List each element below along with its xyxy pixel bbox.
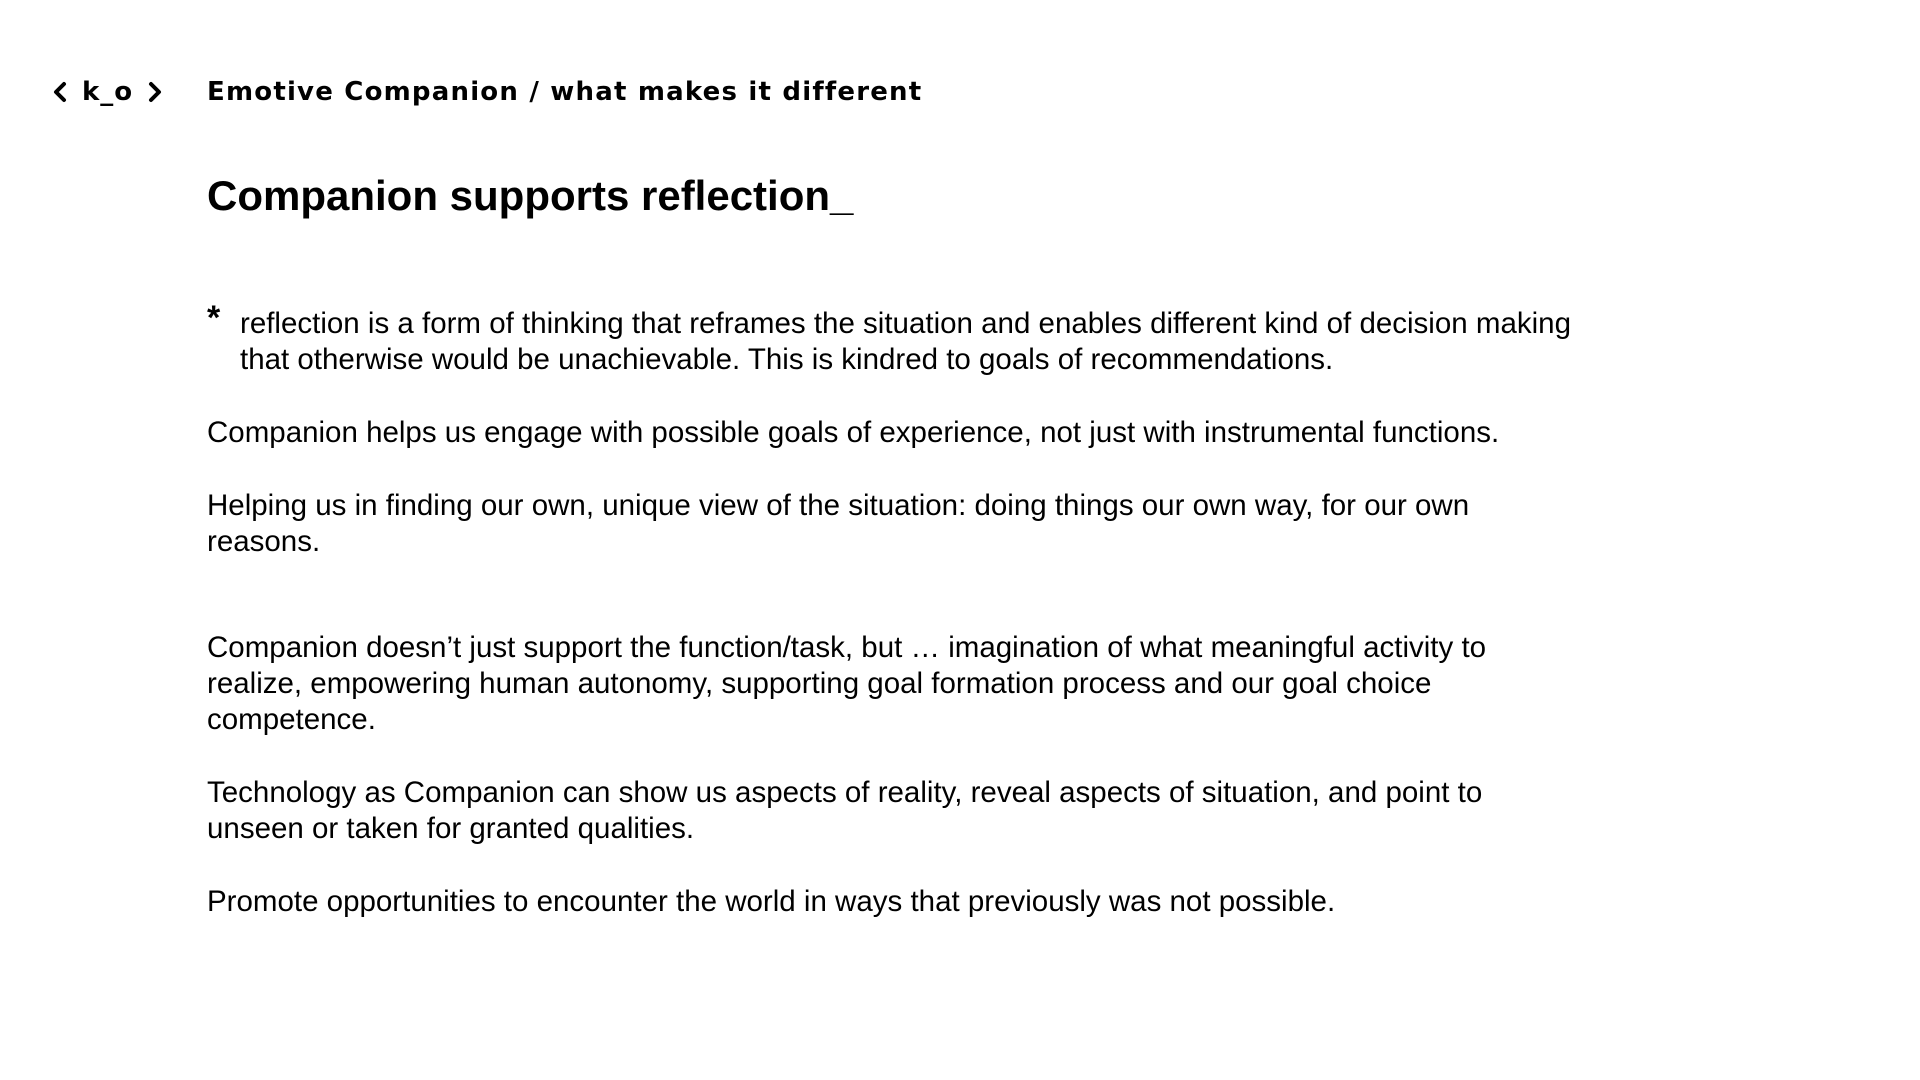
- paragraph: Companion helps us engage with possible goals of experience, not just with instrumental functions.: [207, 416, 1500, 449]
- chevron-right-icon[interactable]: [145, 78, 165, 106]
- slide-content: [207, 299, 1587, 920]
- breadcrumb: Emotive Companion / what makes it different: [207, 77, 923, 107]
- paragraph: Technology as Companion can show us aspects of reality, reveal aspects of situation, and point to unseen or taken for granted qualities.: [207, 776, 1483, 845]
- paragraph: Helping us in finding our own, unique view of the situation: doing things our own way, for our own reasons.: [207, 489, 1470, 558]
- chevron-left-icon[interactable]: [50, 78, 70, 106]
- footnote: [207, 299, 1587, 378]
- deck-navigation: [50, 74, 165, 110]
- asterisk-marker: *: [207, 299, 221, 337]
- logo: k_o: [82, 77, 134, 107]
- slide-title: Companion supports reflection_: [207, 172, 854, 219]
- paragraph: Promote opportunities to encounter the world in ways that previously was not possible.: [207, 885, 1336, 918]
- paragraph: Companion doesn’t just support the function/task, but … imagination of what meaningful activity to realize, empowering human autonomy, supporting goal formation process and our goal choice competence.: [207, 631, 1487, 736]
- footnote-text: reflection is a form of thinking that reframes the situation and enables different kind of decision making that otherwise would be unachievable. This is kindred to goals of recommendations.: [240, 307, 1571, 376]
